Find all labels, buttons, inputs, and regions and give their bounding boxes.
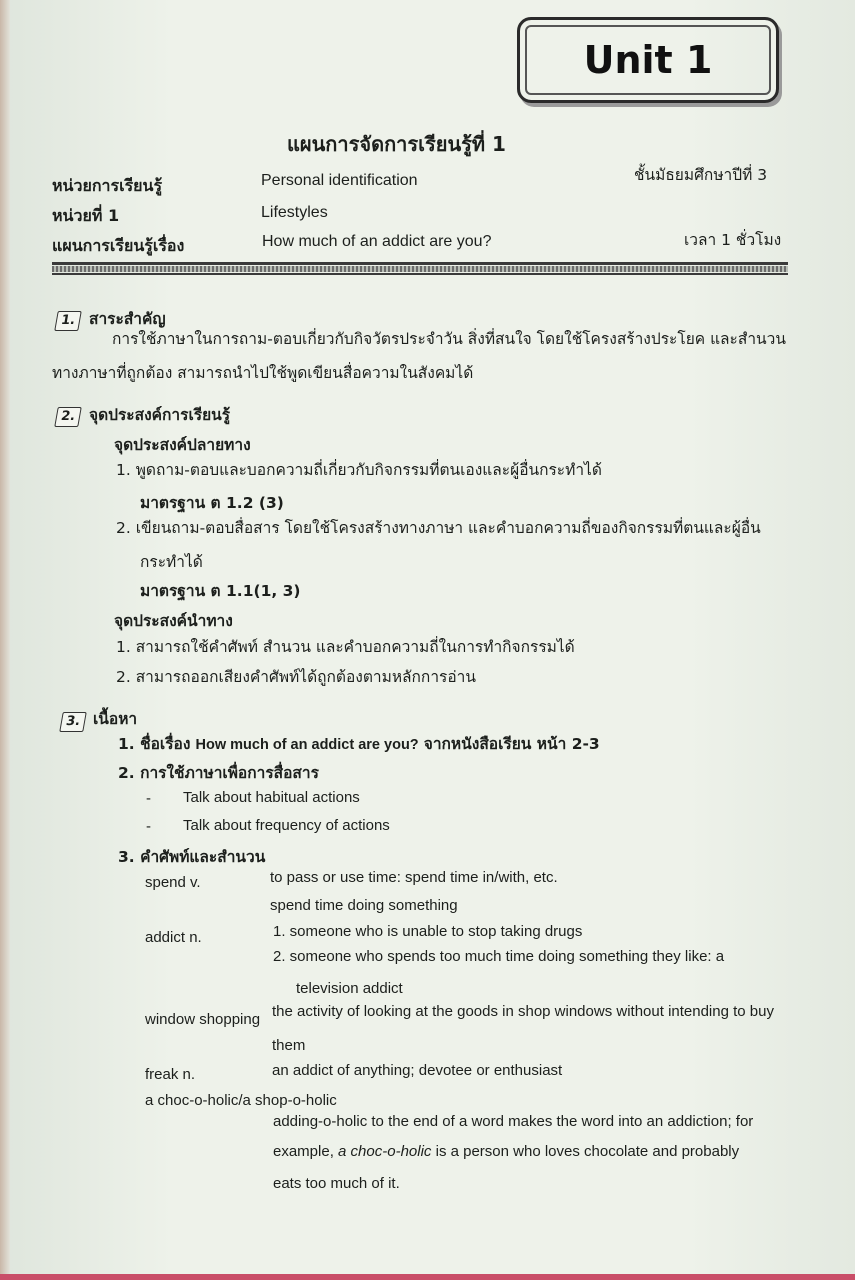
communication-item-1: Talk about habitual actions (183, 789, 360, 806)
content-item-2: 2. การใช้ภาษาเพื่อการสื่อสาร (118, 764, 319, 782)
terminal-objectives-title: จุดประสงค์ปลายทาง (114, 436, 251, 454)
standard-1: มาตรฐาน ต 1.2 (3) (140, 494, 284, 512)
section-title-2: จุดประสงค์การเรียนรู้ (89, 406, 231, 424)
summary-line-1: การใช้ภาษาในการถาม-ตอบเกี่ยวกับกิจวัตรประจำวัน สิ่งที่สนใจ โดยใช้โครงสร้างประโยค และสำนวน (112, 330, 786, 348)
content-item-1-suffix: จากหนังสือเรียน หน้า 2-3 (423, 735, 600, 753)
vocab-def-spend-2: spend time doing something (270, 897, 458, 914)
section-number-3: 3. (59, 712, 87, 732)
header-divider-bottom (52, 273, 788, 275)
vocab-def-choc-2-pre: example, (273, 1143, 334, 1160)
vocab-def-freak: an addict of anything; devotee or enthusiast (272, 1062, 563, 1079)
communication-item-2: Talk about frequency of actions (183, 817, 390, 834)
topic-label: แผนการเรียนรู้เรื่อง (52, 236, 185, 255)
unit-badge-label: Unit 1 (583, 38, 713, 82)
communication-bullet-dash-1: - (146, 790, 151, 807)
vocab-term-addict: addict n. (145, 929, 202, 946)
vocab-def-choc-2-post: is a person who loves chocolate and probably (435, 1143, 740, 1160)
content-item-3: 3. คำศัพท์และสำนวน (118, 848, 266, 866)
learning-unit-label: หน่วยการเรียนรู้ (52, 176, 163, 195)
topic-value: How much of an addict are you? (262, 233, 492, 250)
duration: เวลา 1 ชั่วโมง (684, 231, 782, 249)
section-title-3: เนื้อหา (93, 710, 138, 728)
header-divider-pattern (52, 266, 788, 272)
communication-bullet-dash-2: - (146, 818, 151, 835)
page-bottom-edge (0, 1274, 855, 1280)
vocab-def-window-shopping-cont: them (272, 1037, 306, 1054)
vocab-def-choc-o-holic-3: eats too much of it. (273, 1175, 400, 1192)
terminal-objective-1: 1. พูดถาม-ตอบและบอกความถี่เกี่ยวกับกิจกรรมที่ตนเองและผู้อื่นกระทำได้ (116, 461, 602, 479)
enabling-objective-1: 1. สามารถใช้คำศัพท์ สำนวน และคำบอกความถี่ในการทำกิจกรรมได้ (116, 638, 575, 656)
section-title-1: สาระสำคัญ (89, 310, 166, 328)
vocab-term-choc-o-holic: a choc-o-holic/a shop-o-holic (145, 1092, 337, 1109)
vocab-term-window-shopping: window shopping (145, 1011, 261, 1028)
terminal-objective-2-cont: กระทำได้ (140, 553, 203, 571)
content-item-1-title: How much of an addict are you? (195, 737, 419, 753)
content-item-1 (118, 731, 600, 756)
grade-level: ชั้นมัธยมศึกษาปีที่ 3 (634, 166, 768, 184)
summary-line-2: ทางภาษาที่ถูกต้อง สามารถนำไปใช้พูดเขียนสื่อความในสังคมได้ (52, 364, 474, 382)
vocab-def-choc-o-holic-1: adding-o-holic to the end of a word makes the word into an addiction; for (273, 1113, 754, 1130)
header-divider-top (52, 262, 788, 265)
standard-2: มาตรฐาน ต 1.1(1, 3) (140, 582, 301, 600)
vocab-def-choc-o-holic-2 (273, 1143, 739, 1160)
unit-badge (517, 17, 779, 103)
vocab-def-spend-1: to pass or use time: spend time in/with, etc. (270, 869, 558, 886)
vocab-term-spend: spend v. (145, 874, 201, 891)
vocab-def-choc-2-emphasis: a choc-o-holic (338, 1143, 432, 1160)
vocab-term-freak: freak n. (145, 1066, 196, 1083)
section-number-2: 2. (54, 407, 82, 427)
enabling-objective-2: 2. สามารถออกเสียงคำศัพท์ได้ถูกต้องตามหลักการอ่าน (116, 668, 476, 686)
unit-number-value: Lifestyles (261, 204, 328, 221)
vocab-def-addict-1: 1. someone who is unable to stop taking drugs (273, 923, 583, 940)
page-edge (0, 0, 10, 1280)
terminal-objective-2: 2. เขียนถาม-ตอบสื่อสาร โดยใช้โครงสร้างทางภาษา และคำบอกความถี่ของกิจกรรมที่ตนและผู้อื่น (116, 519, 761, 537)
plan-title: แผนการจัดการเรียนรู้ที่ 1 (287, 132, 506, 156)
vocab-def-addict-2-cont: television addict (296, 980, 403, 997)
section-number-1: 1. (54, 311, 82, 331)
learning-unit-value: Personal identification (261, 172, 418, 189)
unit-number-label: หน่วยที่ 1 (52, 206, 120, 225)
vocab-def-window-shopping: the activity of looking at the goods in shop windows without intending to buy (272, 1003, 774, 1020)
enabling-objectives-title: จุดประสงค์นำทาง (114, 612, 233, 630)
content-item-1-prefix: 1. ชื่อเรื่อง (118, 735, 191, 753)
vocab-def-addict-2: 2. someone who spends too much time doing something they like: a (273, 948, 725, 965)
